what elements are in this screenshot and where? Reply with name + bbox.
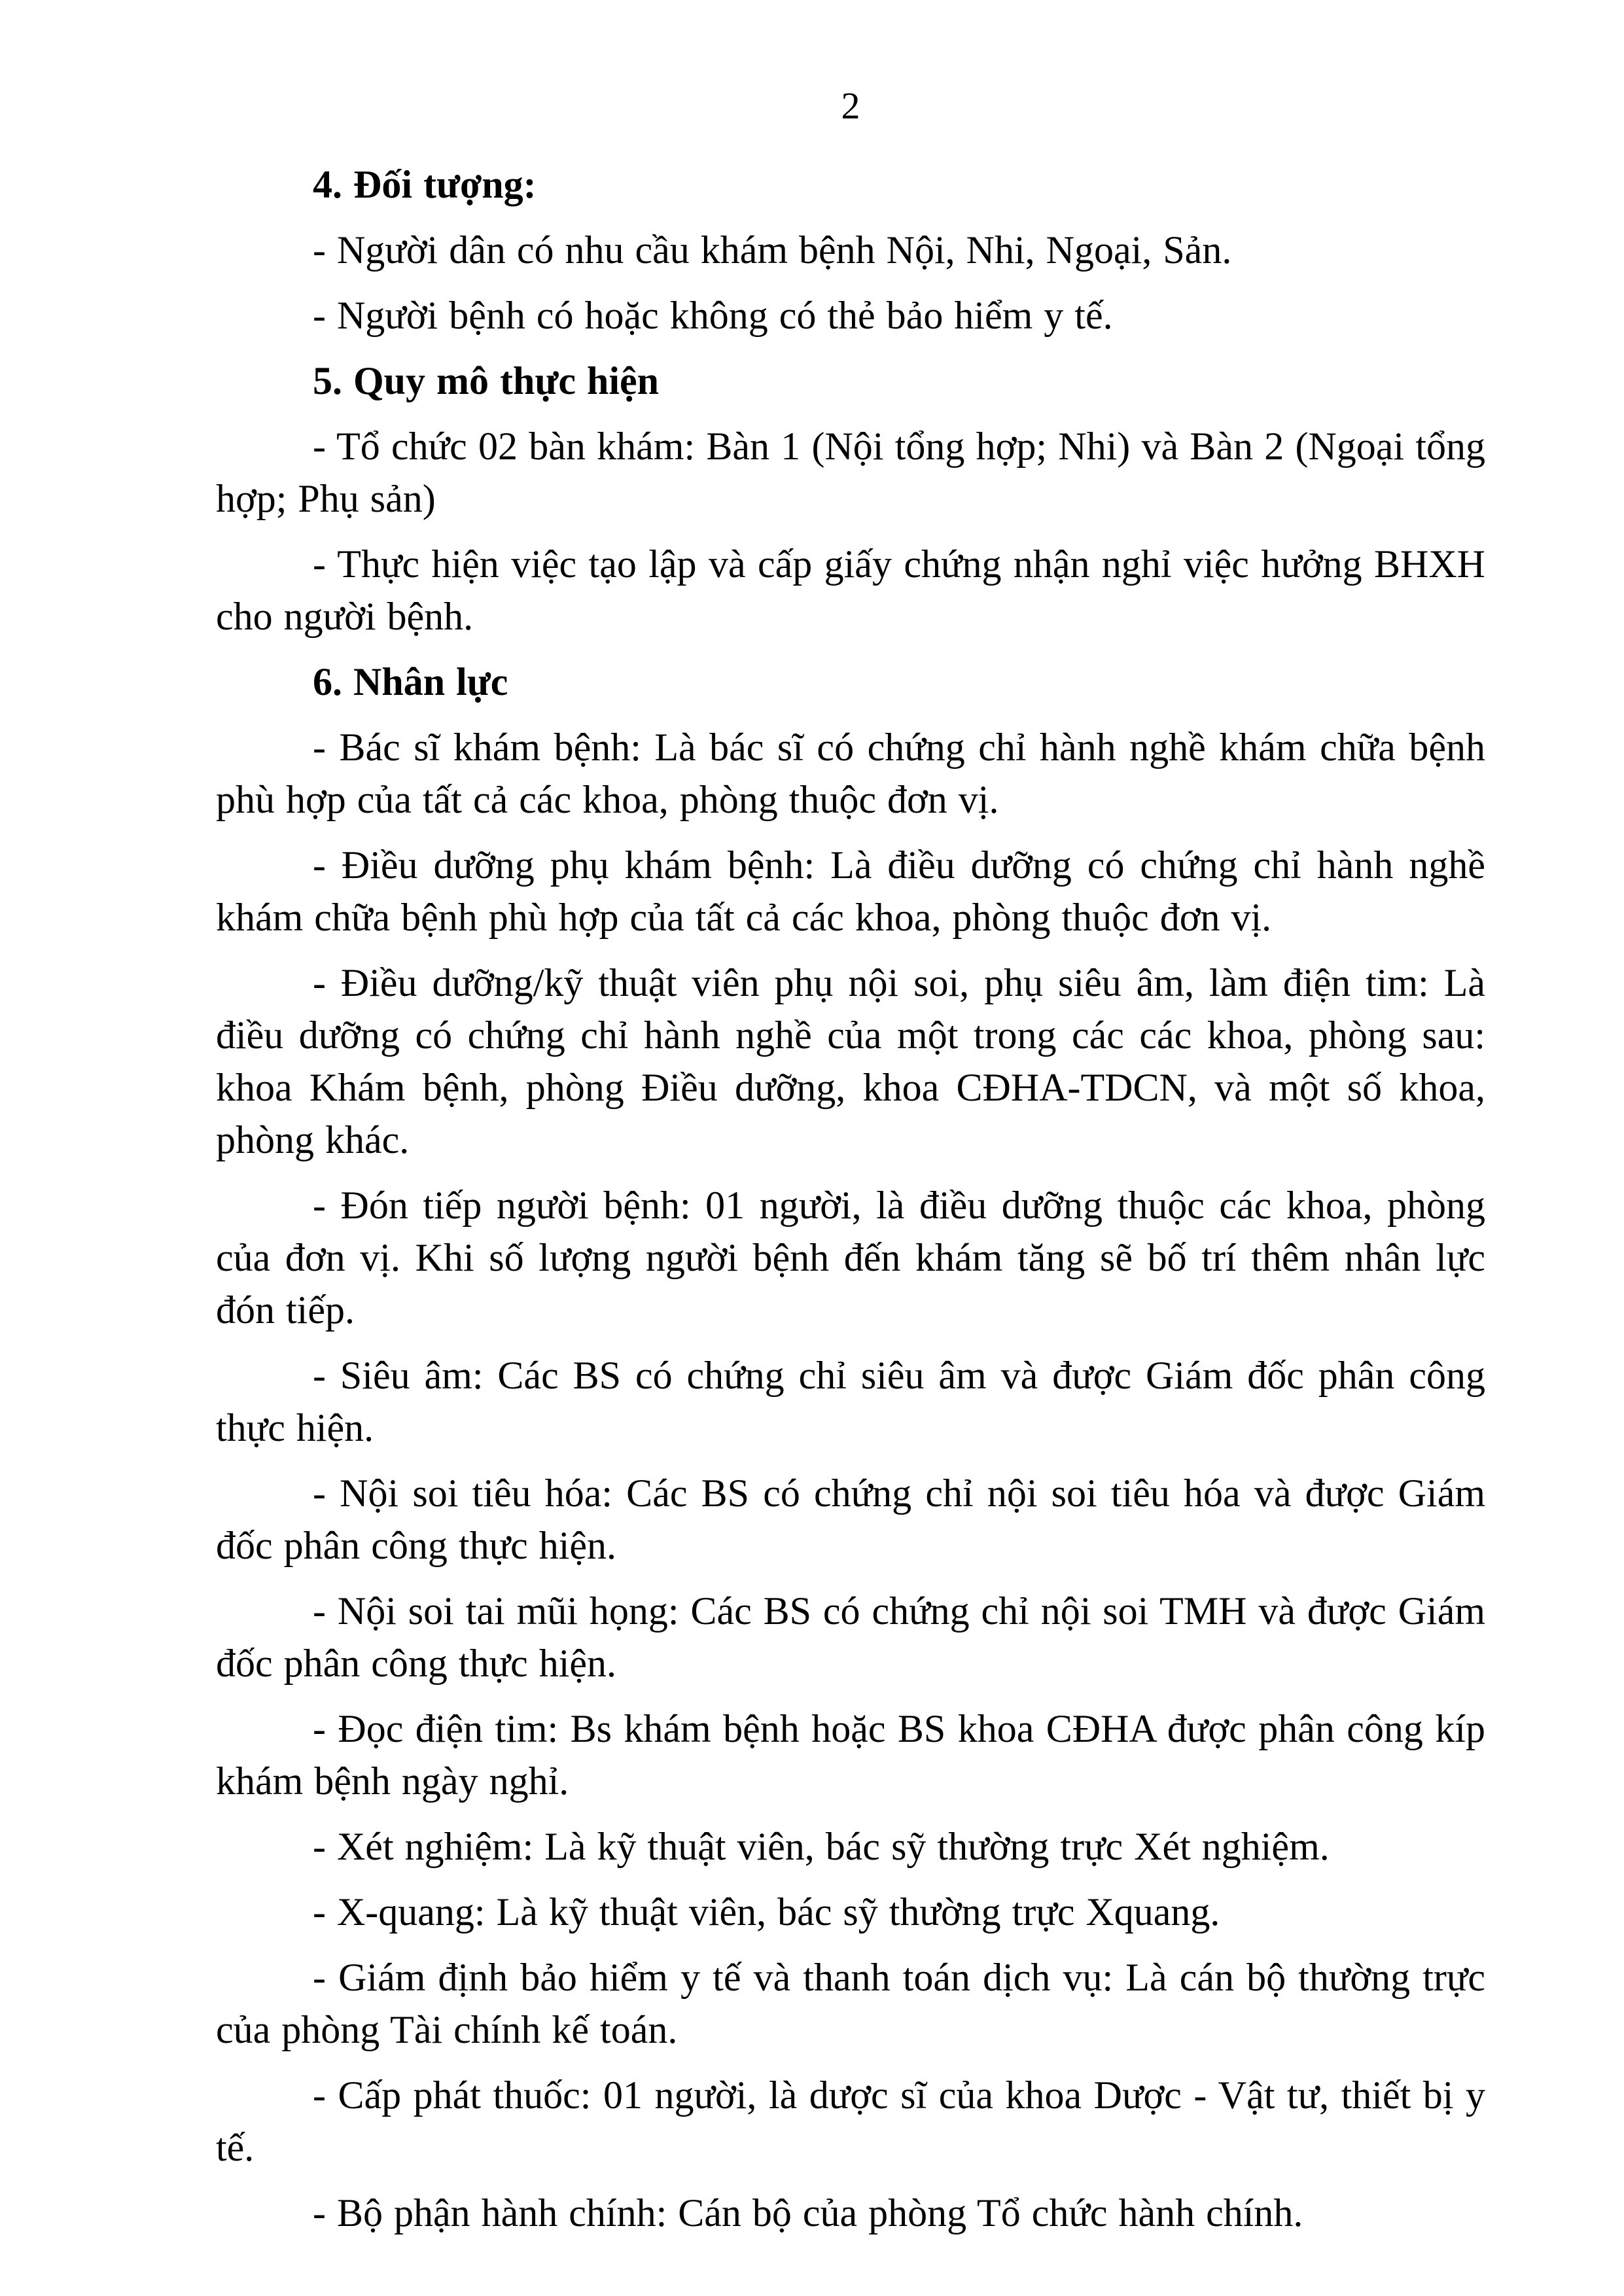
paragraph: - Nội soi tai mũi họng: Các BS có chứng chỉ nội soi TMH và được Giám đốc phân công thực hiện. (216, 1589, 1485, 1685)
section-heading: 6. Nhân lực (313, 660, 508, 703)
section-heading: 5. Quy mô thực hiện (313, 359, 660, 402)
paragraph: - Điều dưỡng/kỹ thuật viên phụ nội soi, phụ siêu âm, làm điện tim: Là điều dưỡng có chứng chỉ hành nghề của một trong các các khoa, phòng sau: khoa Khám bệnh, phòng Điều dưỡng, khoa CĐHA-TDCN, và một số khoa, phòng khác. (216, 961, 1485, 1161)
section-heading: 4. Đối tượng: (313, 163, 537, 206)
paragraph: - Siêu âm: Các BS có chứng chỉ siêu âm và được Giám đốc phân công thực hiện. (216, 1354, 1485, 1449)
paragraph: - Đón tiếp người bệnh: 01 người, là điều dưỡng thuộc các khoa, phòng của đơn vị. Khi số lượng người bệnh đến khám tăng sẽ bố trí thêm nhân lực đón tiếp. (216, 1184, 1485, 1332)
paragraph: - Người dân có nhu cầu khám bệnh Nội, Nhi, Ngoại, Sản. (313, 228, 1232, 272)
paragraph: - Xét nghiệm: Là kỹ thuật viên, bác sỹ thường trực Xét nghiệm. (313, 1825, 1330, 1868)
page-number: 2 (841, 84, 860, 127)
paragraph: - Bộ phận hành chính: Cán bộ của phòng Tổ chức hành chính. (313, 2191, 1303, 2234)
paragraph: - Cấp phát thuốc: 01 người, là dược sĩ của khoa Dược - Vật tư, thiết bị y tế. (216, 2074, 1485, 2169)
paragraph: - Thực hiện việc tạo lập và cấp giấy chứng nhận nghỉ việc hưởng BHXH cho người bệnh. (216, 542, 1485, 638)
paragraph: - X-quang: Là kỹ thuật viên, bác sỹ thường trực Xquang. (313, 1890, 1220, 1934)
paragraph: - Bác sĩ khám bệnh: Là bác sĩ có chứng chỉ hành nghề khám chữa bệnh phù hợp của tất cả các khoa, phòng thuộc đơn vị. (216, 726, 1485, 821)
paragraph: - Nội soi tiêu hóa: Các BS có chứng chỉ nội soi tiêu hóa và được Giám đốc phân công thực hiện. (216, 1472, 1485, 1567)
paragraph: - Điều dưỡng phụ khám bệnh: Là điều dưỡng có chứng chỉ hành nghề khám chữa bệnh phù hợp của tất cả các khoa, phòng thuộc đơn vị. (216, 843, 1485, 939)
paragraph: - Giám định bảo hiểm y tế và thanh toán dịch vụ: Là cán bộ thường trực của phòng Tài chính kế toán. (216, 1956, 1485, 2051)
paragraph: - Tổ chức 02 bàn khám: Bàn 1 (Nội tổng hợp; Nhi) và Bàn 2 (Ngoại tổng hợp; Phụ sản) (216, 425, 1485, 520)
document-body (216, 158, 1485, 2252)
paragraph: - Người bệnh có hoặc không có thẻ bảo hiểm y tế. (313, 294, 1113, 337)
paragraph: - Đọc điện tim: Bs khám bệnh hoặc BS khoa CĐHA được phân công kíp khám bệnh ngày nghỉ. (216, 1707, 1485, 1803)
